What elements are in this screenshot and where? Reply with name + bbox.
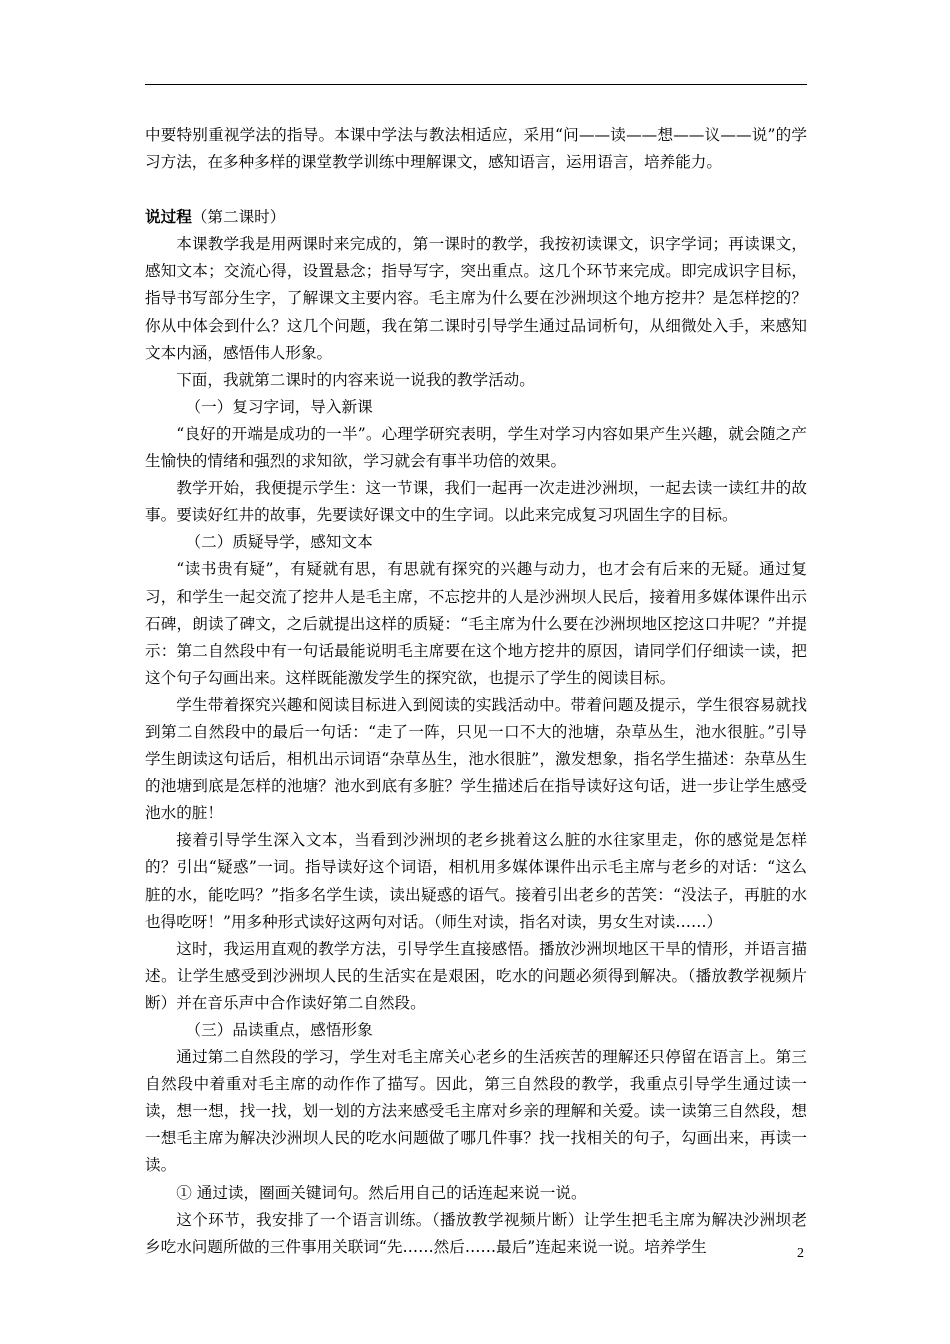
paragraph: 这个环节，我安排了一个语言训练。（播放教学视频片断）让学生把毛主席为解决沙洲坝老乡吃水问题所做的三件事用关联词“先……然后……最后”连起来说一说。培养学生 bbox=[145, 1210, 807, 1256]
paragraph: 通过第二自然段的学习，学生对毛主席关心老乡的生活疾苦的理解还只停留在语言上。第三自然段中着重对毛主席的动作作了描写。因此，第三自然段的教学，我重点引导学生通过读一读，想一想，找一找，划一划的方法来感受毛主席对乡亲的理解和关爱。读一读第三自然段，想一想毛主席为解决沙洲坝人民的吃水问题做了哪几件事？找一找相关的句子，勾画出来，再读一读。 bbox=[145, 1048, 807, 1175]
paragraph: 接着引导学生深入文本，当看到沙洲坝的老乡挑着这么脏的水往家里走，你的感觉是怎样的？引出“疑惑”一词。指导读好这个词语，相机用多媒体课件出示毛主席与老乡的对话：“这么脏的水，能吃吗？”指多名学生读，读出疑惑的语气。接着引出老乡的苦笑：“没法子，再脏的水也得吃呀！”用多种形式读好这两句对话。（师生对读，指名对读，男女生对读……） bbox=[145, 831, 807, 931]
section-heading bbox=[145, 203, 807, 231]
subheading: （二）质疑导学，感知文本 bbox=[185, 533, 373, 552]
paragraph: 这时，我运用直观的教学方法，引导学生直接感悟。播放沙洲坝地区干旱的情形，并语言描述。让学生感受到沙洲坝人民的生活实在是艰困，吃水的问题必须得到解决。（播放教学视频片断）并在音乐声中合作读好第二自然段。 bbox=[145, 939, 807, 1012]
subheading: （一）复习字词，导入新课 bbox=[185, 397, 373, 416]
paragraph: 教学开始，我便提示学生：这一节课，我们一起再一次走进沙洲坝，一起去读一读红井的故事。要读好红井的故事，先要读好课文中的生字词。以此来完成复习巩固生字的目标。 bbox=[145, 479, 807, 525]
paragraph: 下面，我就第二课时的内容来说一说我的教学活动。 bbox=[176, 370, 535, 389]
section-note: （第二课时） bbox=[191, 208, 286, 227]
page-number: 2 bbox=[797, 1246, 804, 1261]
paragraph: 本课教学我是用两课时来完成的，第一课时的教学，我按初读课文，识字学词；再读课文，感知文本；交流心得，设置悬念；指导写字，突出重点。这几个环节来完成。即完成识字目标，指导书写部分生字，了解课文主要内容。毛主席为什么要在沙洲坝这个地方挖井？是怎样挖的？你从中体会到什么？这几个问题，我在第二课时引导学生通过品词析句，从细微处入手，来感知文本内涵，感悟伟人形象。 bbox=[145, 235, 807, 362]
paragraph: 学生带着探究兴趣和阅读目标进入到阅读的实践活动中。带着问题及提示，学生很容易就找到第二自然段中的最后一句话：“走了一阵，只见一口不大的池塘，杂草丛生，池水很脏。”引导学生朗读这句话后，相机出示词语“杂草丛生，池水很脏”，激发想象，指名学生描述：杂草丛生的池塘到底是怎样的池塘？池水到底有多脏？学生描述后在指导读好这句话，进一步让学生感受池水的脏！ bbox=[145, 695, 807, 823]
subheading: （三）品读重点，感悟形象 bbox=[185, 1021, 373, 1039]
intro-paragraph: 中要特别重视学法的指导。本课中学法与教法相适应，采用“问——读——想——议——说”的学习方法，在多种多样的课堂教学训练中理解课文，感知语言，运用语言，培养能力。 bbox=[145, 126, 807, 172]
section-title: 说过程 bbox=[145, 207, 192, 227]
list-item: ① 通过读，圈画关键词句。然后用自己的话连起来说一说。 bbox=[176, 1183, 587, 1202]
header-rule bbox=[145, 84, 807, 85]
paragraph: “读书贵有疑”，有疑就有思，有思就有探究的兴趣与动力，也才会有后来的无疑。通过复习，和学生一起交流了挖井人是毛主席，不忘挖井的人是沙洲坝人民后，接着用多媒体课件出示石碑，朗读了碑文，之后就提出这样的质疑：“毛主席为什么要在沙洲坝地区挖这口井呢？”并提示：第二自然段中有一句话最能说明毛主席要在这个地方挖井的原因，请同学们仔细读一读，把这个句子勾画出来。这样既能激发学生的探究欲，也提示了学生的阅读目标。 bbox=[145, 560, 807, 687]
paragraph: “良好的开端是成功的一半”。心理学研究表明，学生对学习内容如果产生兴趣，就会随之产生愉快的情绪和强烈的求知欲，学习就会有事半功倍的效果。 bbox=[145, 424, 807, 471]
document-body bbox=[145, 122, 807, 1261]
